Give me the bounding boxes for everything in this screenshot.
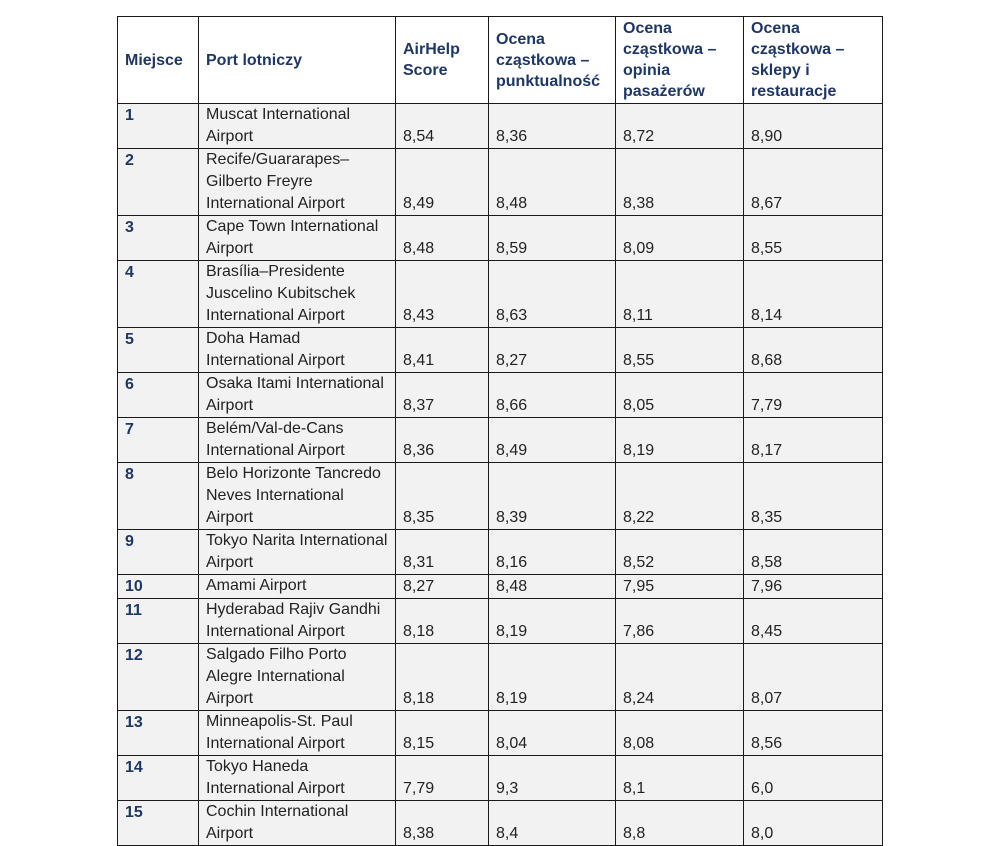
- cell-punctuality: 8,66: [489, 373, 616, 418]
- cell-rank: 7: [118, 418, 199, 463]
- cell-punctuality: 8,48: [489, 149, 616, 216]
- table-row: [118, 599, 883, 644]
- cell-shops-restaurants: 8,58: [744, 530, 883, 575]
- cell-airport: Salgado Filho Porto Alegre International Airport: [199, 644, 396, 711]
- cell-rank: 14: [118, 756, 199, 801]
- cell-passenger-opinion: 8,22: [616, 463, 744, 530]
- cell-airport: Hyderabad Rajiv Gandhi International Airport: [199, 599, 396, 644]
- cell-shops-restaurants: 6,0: [744, 756, 883, 801]
- cell-punctuality: 8,49: [489, 418, 616, 463]
- table-row: [118, 801, 883, 846]
- table-row: [118, 711, 883, 756]
- cell-shops-restaurants: 8,55: [744, 216, 883, 261]
- cell-punctuality: 8,27: [489, 328, 616, 373]
- cell-airhelp-score: 8,43: [396, 261, 489, 328]
- cell-airport: Tokyo Narita International Airport: [199, 530, 396, 575]
- header-airhelp-score: AirHelp Score: [396, 17, 489, 104]
- cell-punctuality: 8,36: [489, 104, 616, 149]
- cell-shops-restaurants: 8,45: [744, 599, 883, 644]
- cell-shops-restaurants: 8,35: [744, 463, 883, 530]
- cell-airport: Cape Town International Airport: [199, 216, 396, 261]
- cell-punctuality: 9,3: [489, 756, 616, 801]
- cell-rank: 15: [118, 801, 199, 846]
- cell-airhelp-score: 8,15: [396, 711, 489, 756]
- cell-rank: 1: [118, 104, 199, 149]
- cell-punctuality: 8,39: [489, 463, 616, 530]
- cell-passenger-opinion: 8,8: [616, 801, 744, 846]
- cell-airport: Recife/Guararapes–Gilberto Freyre International Airport: [199, 149, 396, 216]
- cell-airhelp-score: 8,41: [396, 328, 489, 373]
- cell-shops-restaurants: 8,90: [744, 104, 883, 149]
- cell-shops-restaurants: 7,79: [744, 373, 883, 418]
- cell-airport: Amami Airport: [199, 575, 396, 599]
- cell-shops-restaurants: 8,67: [744, 149, 883, 216]
- cell-shops-restaurants: 8,17: [744, 418, 883, 463]
- header-passenger-opinion: Ocena cząstkowa – opinia pasażerów: [616, 17, 744, 104]
- cell-shops-restaurants: 7,96: [744, 575, 883, 599]
- cell-airhelp-score: 8,35: [396, 463, 489, 530]
- cell-passenger-opinion: 8,55: [616, 328, 744, 373]
- table-row: [118, 261, 883, 328]
- cell-airhelp-score: 8,36: [396, 418, 489, 463]
- table-row: [118, 149, 883, 216]
- cell-airport: Belo Horizonte Tancredo Neves International Airport: [199, 463, 396, 530]
- table-row: [118, 104, 883, 149]
- cell-shops-restaurants: 8,56: [744, 711, 883, 756]
- cell-passenger-opinion: 8,52: [616, 530, 744, 575]
- table-header-row: [118, 17, 883, 104]
- cell-passenger-opinion: 8,38: [616, 149, 744, 216]
- cell-shops-restaurants: 8,68: [744, 328, 883, 373]
- cell-airport: Muscat International Airport: [199, 104, 396, 149]
- cell-rank: 5: [118, 328, 199, 373]
- cell-airhelp-score: 8,37: [396, 373, 489, 418]
- header-punctuality: Ocena cząstkowa – punktualność: [489, 17, 616, 104]
- cell-airhelp-score: 8,54: [396, 104, 489, 149]
- cell-airhelp-score: 7,79: [396, 756, 489, 801]
- cell-passenger-opinion: 8,05: [616, 373, 744, 418]
- cell-punctuality: 8,16: [489, 530, 616, 575]
- table-row: [118, 418, 883, 463]
- cell-punctuality: 8,48: [489, 575, 616, 599]
- header-airport: Port lotniczy: [199, 17, 396, 104]
- cell-rank: 13: [118, 711, 199, 756]
- table-row: [118, 575, 883, 599]
- cell-rank: 8: [118, 463, 199, 530]
- cell-passenger-opinion: 8,11: [616, 261, 744, 328]
- cell-airport: Cochin International Airport: [199, 801, 396, 846]
- cell-passenger-opinion: 8,1: [616, 756, 744, 801]
- cell-airport: Doha Hamad International Airport: [199, 328, 396, 373]
- table-row: [118, 373, 883, 418]
- cell-rank: 2: [118, 149, 199, 216]
- cell-passenger-opinion: 8,09: [616, 216, 744, 261]
- airport-ranking-table: [117, 16, 883, 846]
- cell-shops-restaurants: 8,14: [744, 261, 883, 328]
- cell-passenger-opinion: 7,95: [616, 575, 744, 599]
- cell-rank: 6: [118, 373, 199, 418]
- cell-rank: 3: [118, 216, 199, 261]
- cell-rank: 4: [118, 261, 199, 328]
- table-row: [118, 644, 883, 711]
- table-row: [118, 530, 883, 575]
- cell-passenger-opinion: 8,24: [616, 644, 744, 711]
- cell-punctuality: 8,59: [489, 216, 616, 261]
- header-shops-restaurants: Ocena cząstkowa – sklepy i restauracje: [744, 17, 883, 104]
- cell-rank: 9: [118, 530, 199, 575]
- header-rank: Miejsce: [118, 17, 199, 104]
- cell-passenger-opinion: 8,72: [616, 104, 744, 149]
- table-row: [118, 463, 883, 530]
- cell-airhelp-score: 8,48: [396, 216, 489, 261]
- cell-airhelp-score: 8,49: [396, 149, 489, 216]
- cell-shops-restaurants: 8,07: [744, 644, 883, 711]
- cell-airport: Tokyo Haneda International Airport: [199, 756, 396, 801]
- cell-shops-restaurants: 8,0: [744, 801, 883, 846]
- cell-passenger-opinion: 7,86: [616, 599, 744, 644]
- cell-punctuality: 8,63: [489, 261, 616, 328]
- cell-punctuality: 8,19: [489, 599, 616, 644]
- cell-airport: Belém/Val-de-Cans International Airport: [199, 418, 396, 463]
- cell-airport: Brasília–Presidente Juscelino Kubitschek International Airport: [199, 261, 396, 328]
- cell-airhelp-score: 8,27: [396, 575, 489, 599]
- table-row: [118, 756, 883, 801]
- cell-airhelp-score: 8,18: [396, 599, 489, 644]
- cell-airhelp-score: 8,38: [396, 801, 489, 846]
- cell-punctuality: 8,19: [489, 644, 616, 711]
- cell-rank: 12: [118, 644, 199, 711]
- cell-airport: Osaka Itami International Airport: [199, 373, 396, 418]
- cell-rank: 10: [118, 575, 199, 599]
- cell-rank: 11: [118, 599, 199, 644]
- table-row: [118, 216, 883, 261]
- table-row: [118, 328, 883, 373]
- cell-airport: Minneapolis-St. Paul International Airport: [199, 711, 396, 756]
- cell-airhelp-score: 8,18: [396, 644, 489, 711]
- cell-airhelp-score: 8,31: [396, 530, 489, 575]
- cell-passenger-opinion: 8,19: [616, 418, 744, 463]
- cell-punctuality: 8,4: [489, 801, 616, 846]
- cell-punctuality: 8,04: [489, 711, 616, 756]
- cell-passenger-opinion: 8,08: [616, 711, 744, 756]
